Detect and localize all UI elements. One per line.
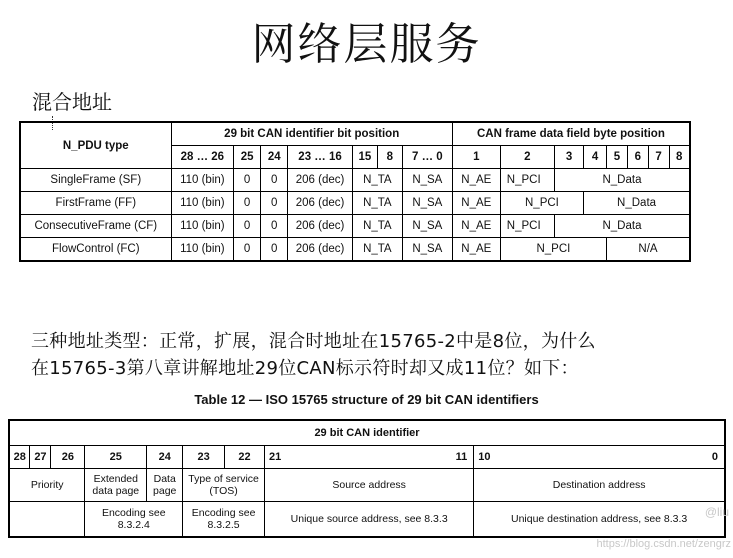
bit-number: 28 — [9, 446, 30, 469]
page-title: 网络层服务 — [251, 19, 482, 70]
empty-cell — [9, 502, 85, 538]
tos-encoding: Encoding see 8.3.2.5 — [183, 502, 265, 538]
cell: 0 — [261, 215, 288, 238]
cell: N_TA — [352, 192, 402, 215]
bit-range-sa — [265, 446, 474, 469]
bit-number: 0 — [711, 451, 718, 463]
cell: N_AE — [452, 192, 500, 215]
byte-col: 7 — [648, 146, 669, 169]
cell: 110 (bin) — [171, 238, 234, 262]
bit-col: 8 — [377, 146, 402, 169]
bit-number: 10 — [478, 451, 491, 463]
bit-number: 27 — [30, 446, 51, 469]
mixed-addressing-table — [19, 121, 691, 262]
frame-type: SingleFrame (SF) — [20, 169, 171, 192]
cell: N_AE — [452, 215, 500, 238]
cell: 110 (bin) — [171, 192, 234, 215]
bit-col: 25 — [234, 146, 261, 169]
table-caption: Table 12 — ISO 15765 structure of 29 bit CAN identifiers — [194, 392, 539, 407]
cell: N_SA — [402, 215, 452, 238]
watermark-tag: @liu — [704, 505, 729, 519]
byte-col: 2 — [500, 146, 554, 169]
source-address-field: Source address — [265, 469, 474, 502]
cell: N/A — [607, 238, 690, 262]
byte-col: 5 — [607, 146, 628, 169]
cell: N_TA — [352, 215, 402, 238]
bit-col: 7 … 0 — [402, 146, 452, 169]
can-id-header: 29 bit CAN identifier bit position — [171, 122, 452, 146]
cell: N_Data — [584, 192, 690, 215]
cell: N_Data — [554, 169, 690, 192]
bit-number: 23 — [183, 446, 225, 469]
byte-col: 4 — [584, 146, 607, 169]
byte-col: 6 — [627, 146, 648, 169]
can-id-header: 29 bit CAN identifier — [9, 420, 725, 446]
da-encoding: Unique destination address, see 8.3.3 — [474, 502, 725, 538]
watermark-url: https://blog.csdn.net/zengrz — [596, 538, 731, 550]
cell: 0 — [234, 215, 261, 238]
sa-encoding: Unique source address, see 8.3.3 — [265, 502, 474, 538]
cell: N_SA — [402, 192, 452, 215]
bit-col: 15 — [352, 146, 377, 169]
byte-col: 1 — [452, 146, 500, 169]
byte-col: 8 — [669, 146, 690, 169]
bit-number: 22 — [225, 446, 265, 469]
frame-type: FirstFrame (FF) — [20, 192, 171, 215]
table-row — [20, 215, 690, 238]
cell: N_PCI — [500, 169, 554, 192]
cell: N_AE — [452, 238, 500, 262]
cell: N_TA — [352, 238, 402, 262]
section-subtitle: 混合地址 — [32, 90, 112, 114]
edp-field: Extended data page — [85, 469, 147, 502]
cell: 0 — [234, 169, 261, 192]
cell: N_PCI — [500, 238, 606, 262]
bit-number: 25 — [85, 446, 147, 469]
bit-number: 11 — [455, 451, 468, 463]
bit-range-da — [474, 446, 725, 469]
frame-type: FlowControl (FC) — [20, 238, 171, 262]
cell: 206 (dec) — [288, 215, 353, 238]
cell: 110 (bin) — [171, 169, 234, 192]
cell: 0 — [261, 192, 288, 215]
question-line-2: 在15765-3第八章讲解地址29位CAN标示符时却又成11位？如下： — [31, 358, 579, 379]
cell: 206 (dec) — [288, 169, 353, 192]
priority-field: Priority — [9, 469, 85, 502]
table-row — [20, 238, 690, 262]
cell: N_SA — [402, 169, 452, 192]
destination-address-field: Destination address — [474, 469, 725, 502]
bit-number: 24 — [147, 446, 183, 469]
cell: 110 (bin) — [171, 215, 234, 238]
table-row — [20, 169, 690, 192]
dp-field: Data page — [147, 469, 183, 502]
bit-number: 26 — [51, 446, 85, 469]
npdu-type-header: N_PDU type — [20, 122, 171, 169]
bit-col: 23 … 16 — [288, 146, 353, 169]
cell: 0 — [234, 192, 261, 215]
frame-data-header: CAN frame data field byte position — [452, 122, 690, 146]
cell: N_AE — [452, 169, 500, 192]
cell: N_PCI — [500, 215, 554, 238]
frame-type: ConsecutiveFrame (CF) — [20, 215, 171, 238]
cell: 0 — [261, 169, 288, 192]
edp-encoding: Encoding see 8.3.2.4 — [85, 502, 183, 538]
bit-number: 21 — [269, 451, 282, 463]
bit-col: 24 — [261, 146, 288, 169]
cell: 0 — [234, 238, 261, 262]
cell: N_Data — [554, 215, 690, 238]
table-row — [20, 192, 690, 215]
bit-col: 28 … 26 — [171, 146, 234, 169]
cell: 206 (dec) — [288, 238, 353, 262]
cell: N_PCI — [500, 192, 583, 215]
can-identifier-structure-table — [8, 419, 726, 538]
tos-field: Type of service (TOS) — [183, 469, 265, 502]
cell: N_TA — [352, 169, 402, 192]
cell: N_SA — [402, 238, 452, 262]
cell: 0 — [261, 238, 288, 262]
byte-col: 3 — [554, 146, 583, 169]
question-line-1: 三种地址类型：正常，扩展，混合时地址在15765-2中是8位，为什么 — [31, 331, 596, 352]
cell: 206 (dec) — [288, 192, 353, 215]
